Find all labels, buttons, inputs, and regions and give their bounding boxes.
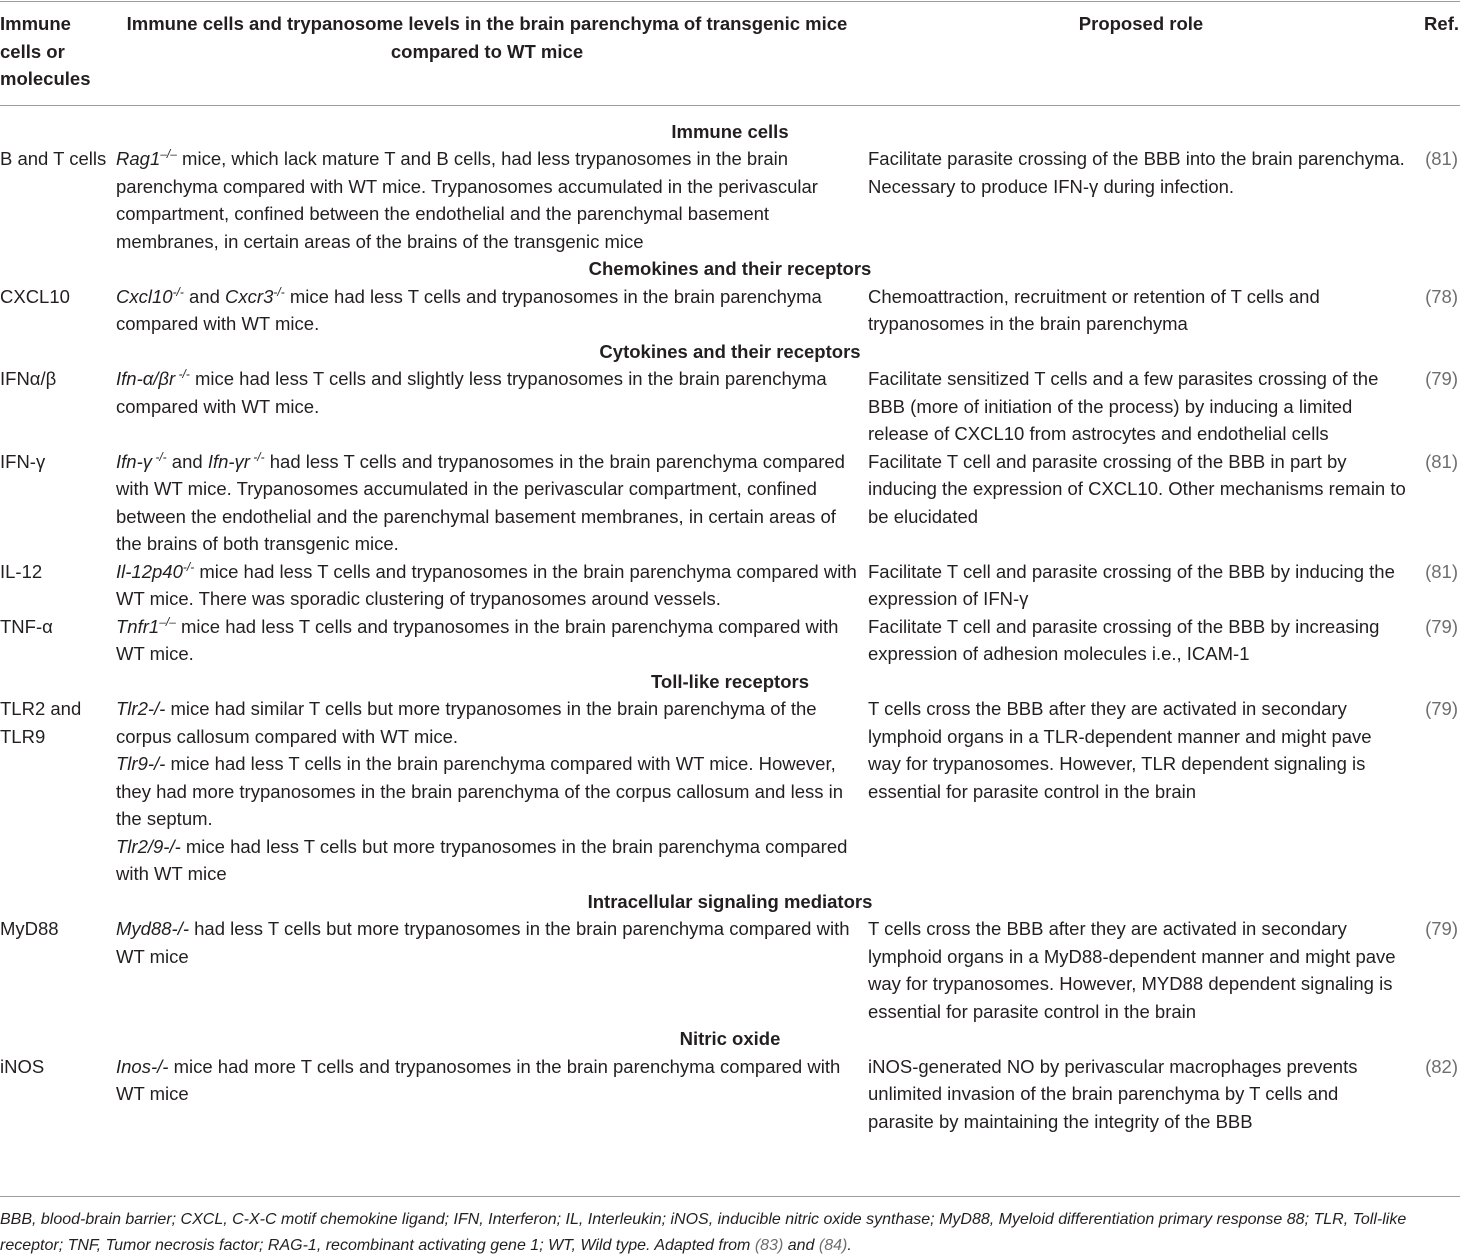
row-ref-link[interactable]: (79) (1425, 918, 1458, 939)
section-row (0, 255, 1460, 283)
footnote-ref-link[interactable]: (84) (818, 1237, 848, 1254)
row-role: Facilitate T cell and parasite crossing of the BBB by inducing the expression of IFN-γ (868, 560, 1395, 609)
row-finding (116, 695, 868, 888)
row-role: Facilitate parasite crossing of the BBB into the brain parenchyma. Necessary to produce IFN-γ during infection. (868, 148, 1405, 197)
section-title: Immune cells (671, 120, 789, 142)
row-ref-link[interactable]: (81) (1425, 148, 1458, 169)
table-row (0, 695, 1460, 888)
finding-line (116, 695, 858, 750)
gene-name: Il-12p40 (116, 560, 183, 582)
row-name: TLR2 and TLR9 (0, 698, 82, 747)
row-finding (116, 365, 868, 448)
gene-name: Myd88-/- (116, 918, 189, 939)
row-finding (116, 558, 868, 613)
header-immune-cells: Immune cells or molecules (0, 10, 116, 105)
genotype-sup: -/- (151, 449, 167, 464)
header-levels: Immune cells and trypanosome levels in the brain parenchyma of transgenic mice compared to WT mice (116, 10, 868, 105)
row-role: Chemoattraction, recruitment or retention of T cells and trypanosomes in the brain parenchyma (868, 285, 1320, 334)
table-row (0, 365, 1460, 448)
top-rule (0, 1, 1460, 2)
finding-and: and (166, 450, 208, 472)
table-row (0, 613, 1460, 668)
row-finding (116, 145, 868, 255)
row-role: iNOS-generated NO by perivascular macrophages prevents unlimited invasion of the brain parenchyma by T cells and parasite by maintaining the integrity of the BBB (868, 1055, 1358, 1132)
finding-text: mice had less T cells and slightly less trypanosomes in the brain parenchyma compared with WT mice. (116, 368, 827, 417)
section-row (0, 338, 1460, 366)
table-footnote (0, 1207, 1460, 1259)
table-row (0, 283, 1460, 338)
row-finding (116, 915, 868, 1025)
header-proposed-role: Proposed role (868, 10, 1414, 105)
genotype-sup: –/– (160, 147, 177, 161)
gene-name: Rag1 (116, 148, 161, 169)
genotype-sup: -/- (175, 367, 190, 381)
finding-line (116, 833, 858, 888)
row-role: Facilitate T cell and parasite crossing of the BBB by increasing expression of adhesion molecules i.e., ICAM-1 (868, 615, 1380, 664)
finding-text: had less T cells and trypanosomes in the brain parenchyma compared with WT mice. Trypanosomes accumulated in the perivascular compartment, confined between the endothelial and the parenchymal basement membranes, in certain areas of the brains of both transgenic mice. (116, 450, 845, 554)
genotype-sup: -/- (249, 449, 265, 464)
bottom-rule (0, 1196, 1460, 1197)
section-row (0, 1025, 1460, 1053)
row-ref-link[interactable]: (79) (1425, 615, 1458, 637)
row-finding (116, 613, 868, 668)
table-row (0, 145, 1460, 255)
immune-table (0, 10, 1460, 1135)
row-name: CXCL10 (0, 285, 70, 307)
gene-name: Cxcr3 (225, 285, 274, 307)
row-finding (116, 1053, 868, 1136)
finding-text: mice, which lack mature T and B cells, had less trypanosomes in the brain parenchyma compared with WT mice. Trypanosomes accumulated in the perivascular compartment, confined between the endothelial and the parenchymal basement membranes, in certain areas of the brains of the transgenic mice (116, 148, 818, 252)
genotype-sup: –/– (159, 614, 176, 629)
row-name: MyD88 (0, 918, 59, 939)
header-row (0, 10, 1460, 105)
row-role: T cells cross the BBB after they are activated in secondary lymphoid organs in a MyD88-dependent manner and might pave way for trypanosomes. However, MYD88 dependent signaling is essential for parasite control in the brain (868, 918, 1396, 1022)
gene-name: Tlr2/9-/- (116, 835, 181, 857)
gene-name: Ifn-γr (207, 450, 250, 472)
finding-text: mice had less T cells and trypanosomes in the brain parenchyma compared with WT mice. (116, 285, 822, 334)
table-row (0, 448, 1460, 558)
gene-name: Cxcl10 (116, 285, 173, 307)
row-finding (116, 448, 868, 558)
finding-text: mice had similar T cells but more trypanosomes in the brain parenchyma of the corpus callosum compared with WT mice. (116, 698, 817, 747)
genotype-sup: -/- (182, 559, 195, 574)
finding-text: mice had less T cells but more trypanosomes in the brain parenchyma compared with WT mice (116, 835, 848, 884)
finding-text: mice had less T cells and trypanosomes in the brain parenchyma compared with WT mice. There was sporadic clustering of trypanosomes around vessels. (116, 560, 857, 609)
footnote-text: BBB, blood-brain barrier; CXCL, C-X-C motif chemokine ligand; IFN, Interferon; IL, Interleukin; iNOS, inducible nitric oxide synthase; MyD88, Myeloid differentiation primary response 88; TLR, Toll-like receptor; TNF, Tumor necrosis factor; RAG-1, recombinant activating gene 1; WT, Wild type. Adapted from (0, 1211, 1407, 1254)
row-name: IFNα/β (0, 368, 57, 389)
section-row (0, 668, 1460, 696)
section-title: Intracellular signaling mediators (587, 890, 873, 912)
table-row (0, 915, 1460, 1025)
gene-name: Ifn-α/βr (116, 368, 176, 389)
row-finding (116, 283, 868, 338)
row-ref-link[interactable]: (81) (1425, 450, 1458, 472)
genotype-sup: -/- (273, 284, 285, 299)
row-ref-link[interactable]: (81) (1425, 560, 1458, 582)
section-title: Nitric oxide (679, 1028, 781, 1049)
section-row (0, 888, 1460, 916)
footnote-and: and (783, 1237, 819, 1254)
row-role: T cells cross the BBB after they are activated in secondary lymphoid organs in a TLR-dependent manner and might pave way for trypanosomes. However, TLR dependent signaling is essential for parasite control in the brain (868, 698, 1372, 802)
row-ref-link[interactable]: (79) (1425, 698, 1458, 719)
row-name: IFN-γ (0, 450, 46, 472)
gene-name: Tlr2-/- (116, 698, 166, 719)
footnote-ref-link[interactable]: (83) (754, 1237, 784, 1254)
section-title: Chemokines and their receptors (588, 258, 872, 279)
row-ref-link[interactable]: (82) (1425, 1055, 1458, 1077)
section-title: Toll-like receptors (651, 670, 809, 692)
finding-line (116, 750, 858, 833)
gene-name: Ifn-γ (116, 450, 152, 472)
header-ref: Ref. (1414, 10, 1460, 105)
row-role: Facilitate sensitized T cells and a few parasites crossing of the BBB (more of initiation of the process) by inducing a limited release of CXCL10 from astrocytes and endothelial cells (868, 368, 1379, 444)
row-ref-link[interactable]: (79) (1425, 368, 1458, 389)
row-name: iNOS (0, 1055, 45, 1077)
finding-text: had less T cells but more trypanosomes in the brain parenchyma compared with WT mice (116, 918, 850, 967)
finding-text: mice had less T cells and trypanosomes in the brain parenchyma compared with WT mice. (116, 615, 839, 664)
row-ref-link[interactable]: (78) (1425, 285, 1458, 307)
genotype-sup: -/- (172, 284, 184, 299)
footnote-end: . (847, 1237, 852, 1254)
row-name: IL-12 (0, 560, 43, 582)
row-role: Facilitate T cell and parasite crossing of the BBB in part by inducing the expression of CXCL10. Other mechanisms remain to be elucidated (868, 450, 1406, 527)
table-row (0, 558, 1460, 613)
gene-name: Tlr9-/- (116, 753, 166, 774)
gene-name: Inos-/- (116, 1055, 169, 1077)
table-row (0, 1053, 1460, 1136)
finding-text: mice had more T cells and trypanosomes in the brain parenchyma compared with WT mice (116, 1055, 841, 1104)
finding-and: and (183, 285, 226, 307)
row-name: TNF-α (0, 615, 53, 637)
gene-name: Tnfr1 (116, 615, 160, 637)
finding-text: mice had less T cells in the brain parenchyma compared with WT mice. However, they had more trypanosomes in the brain parenchyma of the corpus callosum and less in the septum. (116, 753, 844, 829)
section-row (0, 105, 1460, 145)
section-title: Cytokines and their receptors (599, 340, 861, 362)
row-name: B and T cells (0, 148, 107, 169)
